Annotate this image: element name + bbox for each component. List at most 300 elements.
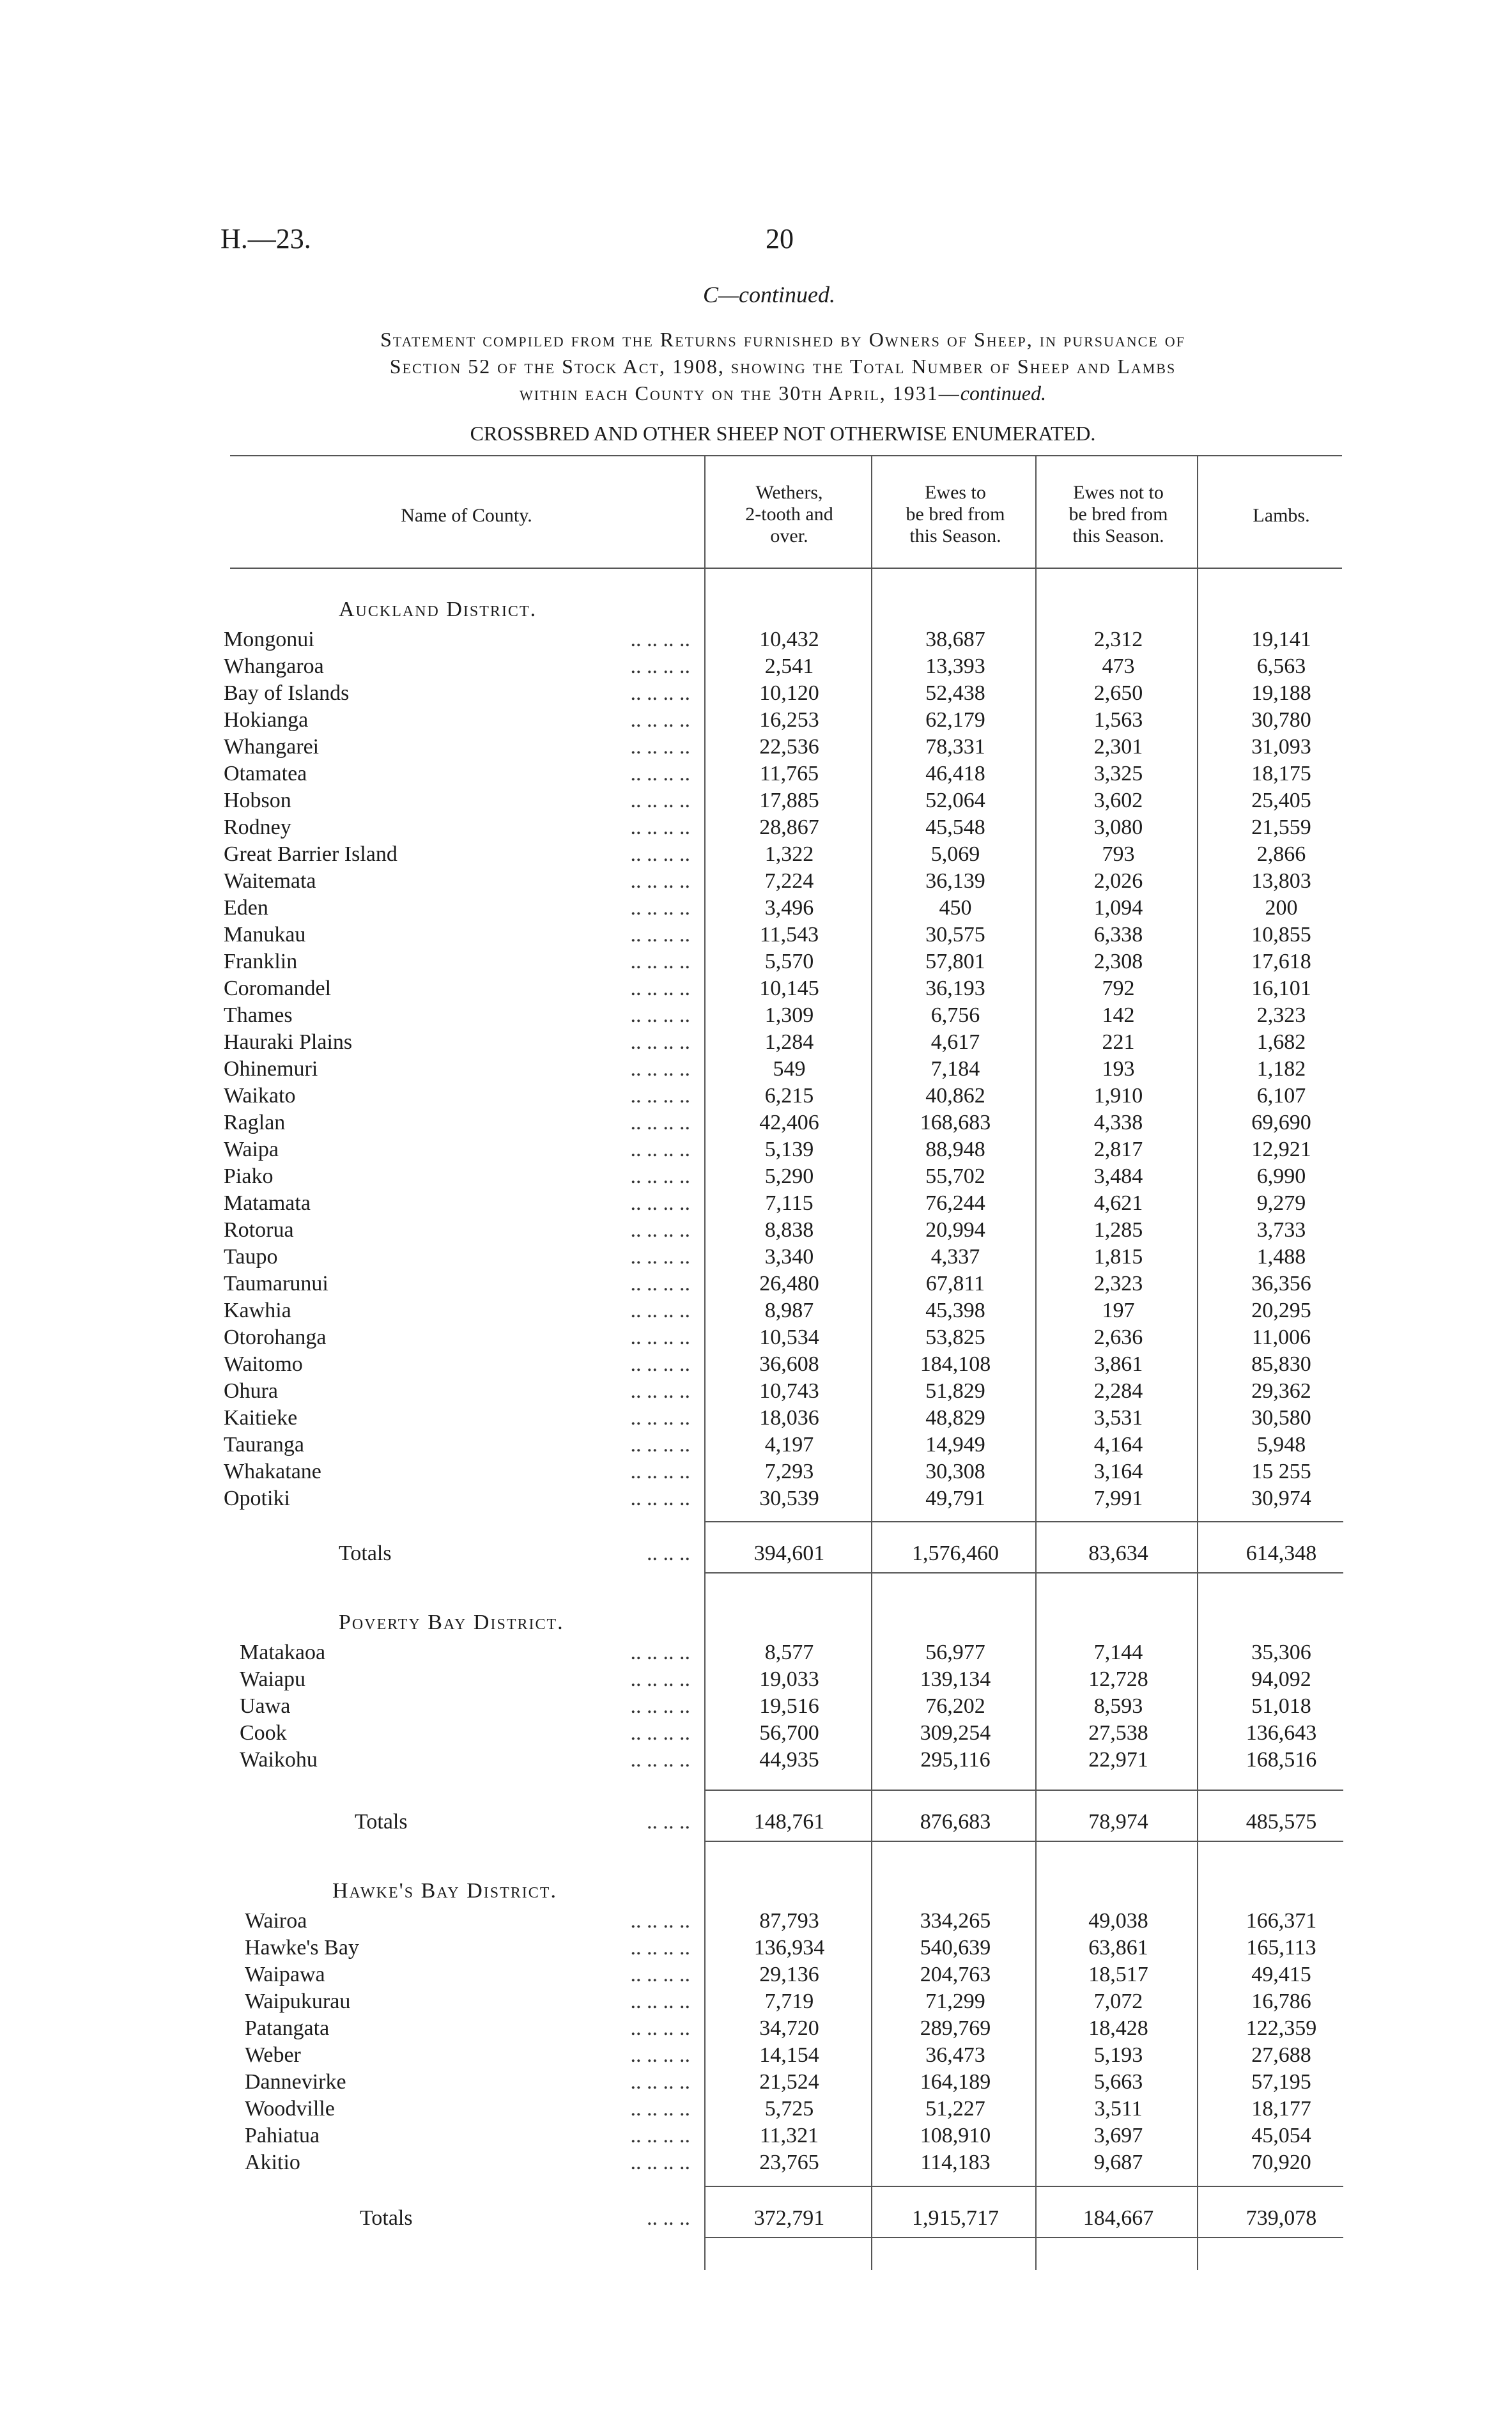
leader-dots: .. .. .. .. <box>630 1352 690 1376</box>
table-row <box>0 1217 1512 1244</box>
cell-ewes-not: 2,817 <box>1093 1138 1143 1161</box>
column-header-wethers <box>709 482 869 547</box>
cell-lambs: 1,182 <box>1256 1057 1306 1081</box>
county-name: Bay of Islands <box>224 681 350 705</box>
cell-ewes-bred: 295,116 <box>920 1748 991 1772</box>
cell-ewes-bred: 450 <box>939 896 972 920</box>
county-name: Dannevirke <box>245 2070 346 2094</box>
cell-ewes-not: 49,038 <box>1088 1909 1148 1933</box>
cell-wethers: 56,700 <box>759 1721 819 1745</box>
leader-dots: .. .. .. .. <box>630 735 690 759</box>
totals-label: Totals <box>339 1542 392 1565</box>
table-row <box>0 1405 1512 1432</box>
cell-ewes-bred: 164,189 <box>920 2070 991 2094</box>
county-name: Great Barrier Island <box>224 842 397 866</box>
cell-wethers: 28,867 <box>759 816 819 839</box>
table-row <box>0 814 1512 841</box>
cell-ewes-bred: 168,683 <box>920 1111 991 1134</box>
cell-ewes-bred: 4,617 <box>930 1030 980 1054</box>
leader-dots: .. .. .. .. <box>630 1245 690 1269</box>
table-row <box>0 1271 1512 1297</box>
cell-wethers: 1,284 <box>764 1030 814 1054</box>
table-row <box>0 1693 1512 1720</box>
cell-ewes-not: 3,531 <box>1093 1406 1143 1430</box>
cell-ewes-bred: 78,331 <box>925 735 985 759</box>
cell-lambs: 9,279 <box>1256 1191 1306 1215</box>
leader-dots: .. .. .. .. <box>630 1111 690 1134</box>
leader-dots: .. .. .. .. <box>630 977 690 1000</box>
leader-dots: .. .. .. .. <box>630 1030 690 1054</box>
table-row <box>0 734 1512 761</box>
leader-dots: .. .. .. .. <box>630 1379 690 1403</box>
leader-dots: .. .. .. .. <box>630 2043 690 2067</box>
county-name: Pahiatua <box>245 2124 320 2147</box>
cell-ewes-not: 7,072 <box>1093 1990 1143 2013</box>
totals-row <box>0 1809 1512 1836</box>
leader-dots: .. .. .. .. <box>630 1963 690 1986</box>
table-row <box>0 1110 1512 1136</box>
table-row <box>0 1432 1512 1458</box>
table-row <box>0 895 1512 922</box>
wethers-header-line-2: 2-tooth and <box>745 504 833 525</box>
county-name: Thames <box>224 1003 293 1027</box>
totals-row <box>0 1540 1512 1567</box>
county-name: Piako <box>224 1164 274 1188</box>
cell-wethers: 549 <box>773 1057 806 1081</box>
table-row <box>0 1297 1512 1324</box>
leader-dots: .. .. .. .. <box>630 1138 690 1161</box>
cell-wethers: 3,340 <box>764 1245 814 1269</box>
cell-ewes-not: 792 <box>1102 977 1135 1000</box>
cell-ewes-not: 5,193 <box>1093 2043 1143 2067</box>
leader-dots: .. .. .. .. <box>630 923 690 947</box>
cell-wethers: 3,496 <box>764 896 814 920</box>
cell-ewes-not: 3,861 <box>1093 1352 1143 1376</box>
leader-dots: .. .. .. <box>647 1542 690 1565</box>
cell-wethers: 8,577 <box>764 1641 814 1664</box>
county-name: Woodville <box>245 2097 335 2121</box>
leader-dots: .. .. .. .. <box>630 1084 690 1108</box>
cell-ewes-not: 4,164 <box>1093 1433 1143 1457</box>
cell-wethers: 21,524 <box>759 2070 819 2094</box>
county-name: Hobson <box>224 789 291 812</box>
county-name: Waipukurau <box>245 1990 351 2013</box>
cell-wethers: 44,935 <box>759 1748 819 1772</box>
county-name: Wairoa <box>245 1909 307 1933</box>
cell-lambs: 1,682 <box>1256 1030 1306 1054</box>
table-row <box>0 787 1512 814</box>
table-row <box>0 1351 1512 1378</box>
cell-ewes-bred: 108,910 <box>920 2124 991 2147</box>
cell-ewes-bred: 56,977 <box>925 1641 985 1664</box>
cell-wethers: 1,309 <box>764 1003 814 1027</box>
statement-title-line-3 <box>220 380 1345 406</box>
cell-ewes-bred: 204,763 <box>920 1963 991 1986</box>
table-row <box>0 680 1512 707</box>
leader-dots: .. .. .. .. <box>630 654 690 678</box>
cell-lambs: 36,356 <box>1251 1272 1311 1295</box>
cell-ewes-not: 2,323 <box>1093 1272 1143 1295</box>
cell-wethers: 22,536 <box>759 735 819 759</box>
county-name: Uawa <box>240 1694 291 1718</box>
cell-ewes-bred: 48,829 <box>925 1406 985 1430</box>
cell-ewes-not: 197 <box>1102 1299 1135 1322</box>
totals-bottom-rule <box>704 1841 1343 1842</box>
table-row <box>0 1720 1512 1747</box>
table-row <box>0 653 1512 680</box>
cell-ewes-not: 9,687 <box>1093 2151 1143 2174</box>
table-row <box>0 1190 1512 1217</box>
cell-wethers: 19,516 <box>759 1694 819 1718</box>
totals-label: Totals <box>355 1810 408 1834</box>
cell-ewes-bred: 52,438 <box>925 681 985 705</box>
county-name: Akitio <box>245 2151 300 2174</box>
cell-wethers: 10,743 <box>759 1379 819 1403</box>
cell-wethers: 14,154 <box>759 2043 819 2067</box>
cell-wethers: 2,541 <box>764 654 814 678</box>
leader-dots: .. .. .. .. <box>630 1721 690 1745</box>
totals-top-rule <box>704 1521 1343 1522</box>
ewes-bred-header-line-1: Ewes to <box>925 482 986 503</box>
cell-ewes-bred: 4,337 <box>930 1245 980 1269</box>
statement-title-line-3-text: within each County on the 30th April, 1931— <box>520 382 960 405</box>
total-ewes-not: 78,974 <box>1088 1810 1148 1834</box>
cell-lambs: 6,990 <box>1256 1164 1306 1188</box>
cell-lambs: 45,054 <box>1251 2124 1311 2147</box>
leader-dots: .. .. .. .. <box>630 1641 690 1664</box>
cell-ewes-not: 2,284 <box>1093 1379 1143 1403</box>
cell-ewes-not: 2,301 <box>1093 735 1143 759</box>
leader-dots: .. .. .. .. <box>630 842 690 866</box>
cell-ewes-bred: 14,949 <box>925 1433 985 1457</box>
county-name: Whangaroa <box>224 654 324 678</box>
total-wethers: 148,761 <box>753 1810 825 1834</box>
county-name: Waikohu <box>240 1748 318 1772</box>
totals-bottom-rule <box>704 2237 1343 2238</box>
cell-wethers: 10,120 <box>759 681 819 705</box>
table-row <box>0 2069 1512 2096</box>
cell-ewes-not: 12,728 <box>1088 1667 1148 1691</box>
cell-lambs: 15 255 <box>1251 1460 1311 1483</box>
ewes-bred-header-line-2: be bred from <box>906 504 1005 525</box>
cell-ewes-bred: 20,994 <box>925 1218 985 1242</box>
cell-lambs: 10,855 <box>1251 923 1311 947</box>
total-ewes-bred: 1,576,460 <box>912 1542 999 1565</box>
cell-lambs: 69,690 <box>1251 1111 1311 1134</box>
total-ewes-not: 83,634 <box>1088 1542 1148 1565</box>
cell-lambs: 30,780 <box>1251 708 1311 732</box>
cell-ewes-not: 3,164 <box>1093 1460 1143 1483</box>
cell-ewes-bred: 36,193 <box>925 977 985 1000</box>
page-number: 20 <box>766 223 794 254</box>
cell-wethers: 7,293 <box>764 1460 814 1483</box>
cell-wethers: 17,885 <box>759 789 819 812</box>
table-row <box>0 841 1512 868</box>
cell-wethers: 5,725 <box>764 2097 814 2121</box>
leader-dots: .. .. .. .. <box>630 2124 690 2147</box>
leader-dots: .. .. .. .. <box>630 896 690 920</box>
cell-ewes-bred: 46,418 <box>925 762 985 785</box>
table-row <box>0 1485 1512 1512</box>
table-row <box>0 1029 1512 1056</box>
cell-ewes-bred: 52,064 <box>925 789 985 812</box>
cell-ewes-not: 63,861 <box>1088 1936 1148 1960</box>
table-row <box>0 1083 1512 1110</box>
leader-dots: .. .. .. .. <box>630 1909 690 1933</box>
cell-wethers: 18,036 <box>759 1406 819 1430</box>
cell-lambs: 12,921 <box>1251 1138 1311 1161</box>
cell-wethers: 5,570 <box>764 950 814 973</box>
cell-ewes-not: 8,593 <box>1093 1694 1143 1718</box>
cell-lambs: 165,113 <box>1246 1936 1316 1960</box>
cell-lambs: 16,786 <box>1251 1990 1311 2013</box>
cell-wethers: 19,033 <box>759 1667 819 1691</box>
leader-dots: .. .. .. .. <box>630 1460 690 1483</box>
cell-ewes-bred: 6,756 <box>930 1003 980 1027</box>
leader-dots: .. .. .. .. <box>630 1299 690 1322</box>
county-name: Waipawa <box>245 1963 325 1986</box>
column-header-ewes-not-bred <box>1038 482 1198 547</box>
county-name: Rodney <box>224 816 291 839</box>
table-row <box>0 1639 1512 1666</box>
cell-lambs: 6,107 <box>1256 1084 1306 1108</box>
cell-ewes-bred: 53,825 <box>925 1326 985 1349</box>
cell-ewes-bred: 36,139 <box>925 869 985 893</box>
cell-ewes-not: 193 <box>1102 1057 1135 1081</box>
table-row <box>0 1136 1512 1163</box>
cell-ewes-bred: 45,548 <box>925 816 985 839</box>
table-row <box>0 1378 1512 1405</box>
cell-lambs: 94,092 <box>1251 1667 1311 1691</box>
cell-ewes-bred: 30,575 <box>925 923 985 947</box>
total-lambs: 614,348 <box>1246 1542 1317 1565</box>
cell-wethers: 87,793 <box>759 1909 819 1933</box>
table-row <box>0 1458 1512 1485</box>
cell-lambs: 200 <box>1265 896 1298 920</box>
county-name: Rotorua <box>224 1218 294 1242</box>
cell-ewes-bred: 36,473 <box>925 2043 985 2067</box>
cell-wethers: 11,765 <box>759 762 819 785</box>
cell-lambs: 13,803 <box>1251 869 1311 893</box>
cell-wethers: 36,608 <box>759 1352 819 1376</box>
document-reference: H.—23. <box>220 223 311 254</box>
cell-ewes-bred: 30,308 <box>925 1460 985 1483</box>
cell-wethers: 26,480 <box>759 1272 819 1295</box>
cell-lambs: 166,371 <box>1246 1909 1317 1933</box>
table-row <box>0 1002 1512 1029</box>
cell-lambs: 57,195 <box>1251 2070 1311 2094</box>
county-name: Mongonui <box>224 628 314 651</box>
leader-dots: .. .. .. .. <box>630 1272 690 1295</box>
cell-ewes-not: 18,428 <box>1088 2016 1148 2040</box>
cell-lambs: 2,323 <box>1256 1003 1306 1027</box>
cell-lambs: 21,559 <box>1251 816 1311 839</box>
cell-ewes-not: 2,026 <box>1093 869 1143 893</box>
statement-continued-text: continued. <box>960 382 1046 405</box>
cell-ewes-not: 473 <box>1102 654 1135 678</box>
county-name: Patangata <box>245 2016 330 2040</box>
leader-dots: .. .. .. .. <box>630 1057 690 1081</box>
cell-ewes-bred: 184,108 <box>920 1352 991 1376</box>
cell-ewes-not: 3,080 <box>1093 816 1143 839</box>
cell-wethers: 136,934 <box>753 1936 825 1960</box>
cell-wethers: 10,534 <box>759 1326 819 1349</box>
cell-wethers: 11,543 <box>759 923 819 947</box>
county-name: Ohura <box>224 1379 278 1403</box>
cell-ewes-not: 18,517 <box>1088 1963 1148 1986</box>
cell-wethers: 4,197 <box>764 1433 814 1457</box>
cell-ewes-bred: 139,134 <box>920 1667 991 1691</box>
county-name: Cook <box>240 1721 287 1745</box>
ewes-bred-header-line-3: this Season. <box>909 525 1001 546</box>
county-name: Tauranga <box>224 1433 304 1457</box>
table-row <box>0 2123 1512 2149</box>
leader-dots: .. .. .. .. <box>630 1218 690 1242</box>
cell-ewes-bred: 88,948 <box>925 1138 985 1161</box>
county-name: Hauraki Plains <box>224 1030 353 1054</box>
county-name: Hokianga <box>224 708 309 732</box>
cell-ewes-not: 221 <box>1102 1030 1135 1054</box>
table-row <box>0 2042 1512 2069</box>
totals-bottom-rule <box>704 1572 1343 1574</box>
cell-ewes-not: 4,338 <box>1093 1111 1143 1134</box>
cell-lambs: 122,359 <box>1246 2016 1317 2040</box>
leader-dots: .. .. .. .. <box>630 1936 690 1960</box>
cell-ewes-not: 2,636 <box>1093 1326 1143 1349</box>
table-row <box>0 1324 1512 1351</box>
totals-row <box>0 2205 1512 2232</box>
totals-label: Totals <box>360 2206 413 2230</box>
table-row <box>0 1988 1512 2015</box>
cell-ewes-bred: 76,202 <box>925 1694 985 1718</box>
cell-ewes-bred: 540,639 <box>920 1936 991 1960</box>
table-row <box>0 922 1512 948</box>
cell-ewes-bred: 49,791 <box>925 1487 985 1510</box>
cell-lambs: 11,006 <box>1251 1326 1311 1349</box>
total-wethers: 394,601 <box>753 1542 825 1565</box>
cell-ewes-not: 4,621 <box>1093 1191 1143 1215</box>
cell-ewes-not: 1,563 <box>1093 708 1143 732</box>
cell-ewes-bred: 289,769 <box>920 2016 991 2040</box>
county-name: Matakaoa <box>240 1641 326 1664</box>
cell-wethers: 23,765 <box>759 2151 819 2174</box>
district-heading: Hawke's Bay District. <box>332 1879 557 1903</box>
county-name: Coromandel <box>224 977 332 1000</box>
county-name: Otorohanga <box>224 1326 327 1349</box>
leader-dots: .. .. .. .. <box>630 816 690 839</box>
cell-lambs: 19,188 <box>1251 681 1311 705</box>
cell-lambs: 5,948 <box>1256 1433 1306 1457</box>
cell-lambs: 17,618 <box>1251 950 1311 973</box>
cell-ewes-bred: 62,179 <box>925 708 985 732</box>
cell-wethers: 5,290 <box>764 1164 814 1188</box>
totals-top-rule <box>704 2186 1343 2187</box>
cell-lambs: 30,580 <box>1251 1406 1311 1430</box>
cell-wethers: 6,215 <box>764 1084 814 1108</box>
cell-ewes-not: 7,991 <box>1093 1487 1143 1510</box>
cell-wethers: 8,987 <box>764 1299 814 1322</box>
county-name: Taupo <box>224 1245 278 1269</box>
cell-ewes-bred: 51,829 <box>925 1379 985 1403</box>
county-name: Waiapu <box>240 1667 305 1691</box>
ewes-not-header-line-2: be bred from <box>1068 504 1168 525</box>
table-row <box>0 2149 1512 2176</box>
leader-dots: .. .. .. .. <box>630 2097 690 2121</box>
leader-dots: .. .. .. .. <box>630 708 690 732</box>
column-header-ewes-bred <box>876 482 1035 547</box>
total-lambs: 485,575 <box>1246 1810 1317 1834</box>
cell-wethers: 34,720 <box>759 2016 819 2040</box>
leader-dots: .. .. .. .. <box>630 628 690 651</box>
county-name: Weber <box>245 2043 301 2067</box>
cell-ewes-not: 3,602 <box>1093 789 1143 812</box>
county-name: Waipa <box>224 1138 279 1161</box>
ewes-not-header-line-1: Ewes not to <box>1073 482 1164 503</box>
wethers-header-line-3: over. <box>770 525 808 546</box>
table-row <box>0 1666 1512 1693</box>
county-name: Raglan <box>224 1111 286 1134</box>
leader-dots: .. .. .. .. <box>630 1667 690 1691</box>
total-ewes-bred: 1,915,717 <box>912 2206 999 2230</box>
county-name: Franklin <box>224 950 298 973</box>
table-row <box>0 2015 1512 2042</box>
leader-dots: .. .. .. .. <box>630 1487 690 1510</box>
leader-dots: .. .. .. .. <box>630 950 690 973</box>
cell-wethers: 1,322 <box>764 842 814 866</box>
leader-dots: .. .. .. .. <box>630 1694 690 1718</box>
cell-ewes-bred: 71,299 <box>925 1990 985 2013</box>
cell-ewes-not: 1,285 <box>1093 1218 1143 1242</box>
cell-wethers: 5,139 <box>764 1138 814 1161</box>
cell-ewes-not: 2,312 <box>1093 628 1143 651</box>
county-name: Waikato <box>224 1084 296 1108</box>
table-row <box>0 707 1512 734</box>
cell-ewes-not: 2,308 <box>1093 950 1143 973</box>
total-ewes-not: 184,667 <box>1083 2206 1154 2230</box>
county-name: Kawhia <box>224 1299 291 1322</box>
cell-wethers: 42,406 <box>759 1111 819 1134</box>
table-row <box>0 868 1512 895</box>
table-row <box>0 626 1512 653</box>
cell-wethers: 7,224 <box>764 869 814 893</box>
cell-ewes-bred: 55,702 <box>925 1164 985 1188</box>
leader-dots: .. .. .. .. <box>630 789 690 812</box>
column-header-lambs: Lambs. <box>1253 505 1310 526</box>
cell-ewes-bred: 40,862 <box>925 1084 985 1108</box>
header-bottom-rule <box>230 568 1342 569</box>
cell-ewes-not: 6,338 <box>1093 923 1143 947</box>
cell-ewes-not: 27,538 <box>1088 1721 1148 1745</box>
cell-ewes-bred: 13,393 <box>925 654 985 678</box>
cell-ewes-bred: 76,244 <box>925 1191 985 1215</box>
ewes-not-header-line-3: this Season. <box>1072 525 1164 546</box>
cell-ewes-not: 3,484 <box>1093 1164 1143 1188</box>
county-name: Eden <box>224 896 268 920</box>
cell-lambs: 27,688 <box>1251 2043 1311 2067</box>
county-name: Taumarunui <box>224 1272 328 1295</box>
cell-ewes-not: 793 <box>1102 842 1135 866</box>
total-lambs: 739,078 <box>1246 2206 1317 2230</box>
county-name: Waitemata <box>224 869 316 893</box>
leader-dots: .. .. .. .. <box>630 2151 690 2174</box>
column-header-name: Name of County. <box>401 505 532 526</box>
table-row <box>0 1163 1512 1190</box>
cell-lambs: 19,141 <box>1251 628 1311 651</box>
cell-wethers: 10,145 <box>759 977 819 1000</box>
leader-dots: .. .. .. .. <box>630 2070 690 2094</box>
cell-lambs: 29,362 <box>1251 1379 1311 1403</box>
table-row <box>0 1908 1512 1935</box>
